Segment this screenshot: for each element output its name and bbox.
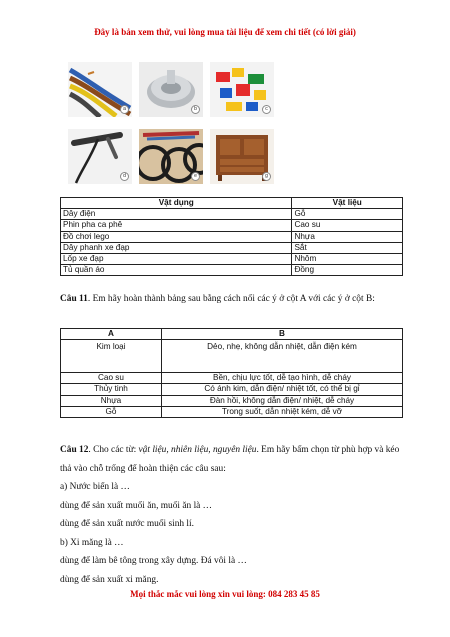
table-cell: Có ánh kim, dẫn điện/ nhiệt tốt, có thể bị gỉ [162, 384, 403, 395]
matching-table [60, 328, 403, 418]
question-number: Câu 12 [60, 445, 89, 455]
photo-wooden-cabinet [210, 129, 274, 184]
photo-coffee-filter [139, 62, 203, 117]
column-header: Vật liệu [292, 198, 403, 209]
photo-label: e [191, 172, 200, 181]
photo-lego-toys [210, 62, 274, 117]
table-cell: Dây điện [61, 209, 292, 220]
table-cell: Trong suốt, dẫn nhiệt kém, dễ vỡ [162, 406, 403, 417]
table-row [61, 209, 403, 220]
table-cell: Phin pha ca phê [61, 220, 292, 231]
table-header-row [61, 198, 403, 209]
photo-electric-wires [68, 62, 132, 117]
fill-blank-line: dùng để sản xuất xi măng. [60, 574, 159, 585]
photo-label: a [120, 105, 129, 114]
preview-banner: Đây là bản xem thử, vui lòng mua tài liệu để xem chi tiết (có lời giải) [94, 27, 356, 37]
contact-footer: Mọi thắc mắc vui lòng xin vui lòng: 084 283 45 85 [130, 589, 320, 599]
question-12-prompt [60, 441, 410, 478]
fill-blank-line: dùng để làm bê tông trong xây dựng. Đá vôi là … [60, 556, 247, 566]
question-text: . Em hãy hoàn thành bảng sau bằng cách nối các ý ở cột A với các ý ở cột B: [87, 294, 375, 304]
materials-table [60, 197, 403, 276]
question-12 [60, 441, 410, 589]
table-row [61, 242, 403, 253]
fill-blank-line: dùng để sản xuất nước muối sinh lí. [60, 519, 194, 529]
table-cell: Cao su [61, 373, 162, 384]
table-cell: Đàn hồi, không dẫn điện/ nhiệt, dễ cháy [162, 395, 403, 406]
fill-blank-line: b) Xi măng là … [60, 537, 124, 548]
table-cell: Bền, chịu lực tốt, dễ tạo hình, dễ cháy [162, 373, 403, 384]
photo-label: b [191, 105, 200, 114]
table-cell: Gỗ [61, 406, 162, 417]
table-cell: Gỗ [292, 209, 403, 220]
table-row [61, 253, 403, 264]
table-cell: Cao su [292, 220, 403, 231]
table-cell: Đồ chơi lego [61, 231, 292, 242]
table-row [61, 406, 403, 417]
photo-label: d [120, 172, 129, 181]
word-bank: vật liệu, nhiên liệu, nguyên liệu [138, 445, 257, 455]
table-cell: Tủ quần áo [61, 265, 292, 276]
table-cell: Nhựa [292, 231, 403, 242]
photo-bike-brake-cable [68, 129, 132, 184]
table-cell: Nhôm [292, 253, 403, 264]
question-text: . Em hãy bấm chọn từ phù hợp và kéo thả vào chỗ trống để hoàn thiện các câu sau: [60, 445, 400, 474]
table-row [61, 384, 403, 395]
table-cell: Nhựa [61, 395, 162, 406]
table-row [61, 231, 403, 242]
photo-label: c [262, 105, 271, 114]
fill-blank-line: dùng để sản xuất muối ăn, muối ăn là … [60, 500, 213, 511]
table-cell: Dẻo, nhẹ, không dẫn nhiệt, dẫn điện kém [162, 340, 403, 373]
column-header: Vật dụng [61, 198, 292, 209]
table-cell: Dây phanh xe đạp [61, 242, 292, 253]
table-cell: Sắt [292, 242, 403, 253]
photo-label: g [262, 172, 271, 181]
table-cell: Thủy tinh [61, 384, 162, 395]
table-row [61, 220, 403, 231]
column-header: A [61, 329, 162, 340]
fill-blank-line: a) Nước biển là … [60, 482, 130, 492]
photo-bicycle-tires [139, 129, 203, 184]
column-header: B [162, 329, 403, 340]
table-row [61, 373, 403, 384]
table-cell: Đồng [292, 265, 403, 276]
question-11 [60, 291, 405, 308]
table-header-row [61, 329, 403, 340]
question-number: Câu 11 [60, 294, 88, 304]
table-row [61, 395, 403, 406]
question-intro: . Cho các từ: [88, 445, 139, 455]
table-row [61, 265, 403, 276]
table-cell: Lốp xe đạp [61, 253, 292, 264]
table-row [61, 340, 403, 373]
table-cell: Kim loại [61, 340, 162, 373]
